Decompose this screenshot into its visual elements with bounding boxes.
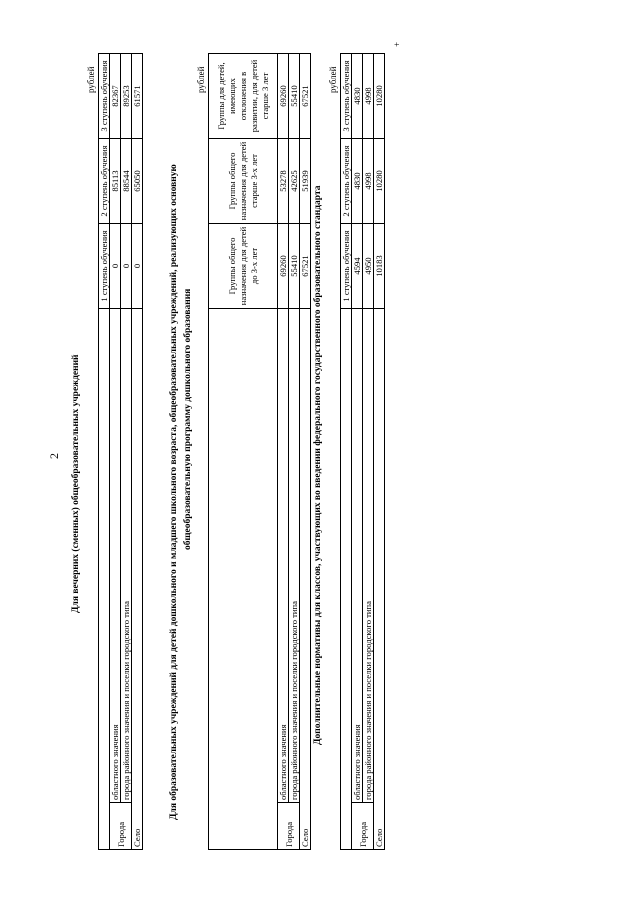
table-row (289, 54, 300, 850)
table-row (300, 54, 311, 850)
table-cell: 89253 (121, 54, 132, 139)
table-cell: 4950 (363, 224, 374, 309)
page-number: 2 (47, 453, 61, 459)
row-label: Село (300, 309, 311, 850)
column-header: Группы общего назначения для детей до 3-х лет (209, 224, 278, 309)
table-cell: 69260 (278, 54, 289, 139)
row-label: Село (374, 309, 385, 850)
table-row (363, 54, 374, 850)
table-header-row (209, 54, 278, 850)
column-header: 2 ступень обучения (341, 139, 352, 224)
column-header: Группы общего назначения для детей старше 3-х лет (209, 139, 278, 224)
row-label: города районного значения и поселки городского типа (289, 309, 300, 803)
column-header: 1 ступень обучения (99, 224, 110, 309)
table-header-row (341, 54, 352, 850)
table-cell: 4998 (363, 54, 374, 139)
header-blank (341, 309, 352, 850)
table-cell: 55410 (289, 54, 300, 139)
table-cell: 0 (132, 224, 143, 309)
table-row (132, 54, 143, 850)
section-2-title-line-1: Для образовательных учреждений для детей дошкольного и младшего школьного возраста, общеобразовательных учреждений, реализующих основную (169, 164, 179, 820)
section-3-units: рублей (328, 66, 338, 93)
column-header: 2 ступень обучения (99, 139, 110, 224)
table-cell: 10280 (374, 54, 385, 139)
table-cell: 0 (110, 224, 121, 309)
section-2-units: рублей (196, 66, 206, 93)
section-3-table (340, 53, 385, 850)
section-2-title-line-2: общеобразовательную программу дошкольного образования (183, 288, 193, 550)
section-3-title: Дополнительные нормативы для классов, участвующих во введении федерального государственного образовательного стандарта (313, 185, 323, 745)
table-cell: 4830 (352, 139, 363, 224)
row-label: города районного значения и поселки городского типа (121, 309, 132, 803)
section-1-units: рублей (86, 66, 96, 93)
table-cell: 67521 (300, 54, 311, 139)
table-cell: 51939 (300, 139, 311, 224)
table-cell: 82367 (110, 54, 121, 139)
section-1-title: Для вечерних (сменных) общеобразовательных учреждений (71, 354, 81, 613)
table-cell: 55410 (289, 224, 300, 309)
table-row (374, 54, 385, 850)
column-header: 1 ступень обучения (341, 224, 352, 309)
row-label: Село (132, 309, 143, 850)
table-cell: 85113 (110, 139, 121, 224)
row-label: города районного значения и поселки городского типа (363, 309, 374, 803)
table-cell: 10183 (374, 224, 385, 309)
table-cell: 65050 (132, 139, 143, 224)
header-blank (99, 309, 110, 850)
column-header: 3 ступень обучения (341, 54, 352, 139)
group-label: Города (352, 803, 374, 850)
table-row (121, 54, 132, 850)
table-row (352, 54, 363, 850)
column-header: Группы для детей, имеющих отклонения в развитии, для детей старше 3 лет (209, 54, 278, 139)
column-header: 3 ступень обучения (99, 54, 110, 139)
row-label: областного значения (278, 309, 289, 803)
group-label: Города (110, 803, 132, 850)
table-row (110, 54, 121, 850)
table-cell: 4830 (352, 54, 363, 139)
group-label: Города (278, 803, 300, 850)
table-cell: 88544 (121, 139, 132, 224)
table-cell: 69260 (278, 224, 289, 309)
section-2-table (208, 53, 311, 850)
table-cell: 0 (121, 224, 132, 309)
table-cell: 67521 (300, 224, 311, 309)
header-blank (209, 309, 278, 850)
table-cell: 10280 (374, 139, 385, 224)
corner-mark: + (392, 41, 402, 47)
table-cell: 61571 (132, 54, 143, 139)
row-label: областного значения (352, 309, 363, 803)
section-1-table (98, 53, 143, 850)
row-label: областного значения (110, 309, 121, 803)
table-cell: 4998 (363, 139, 374, 224)
table-cell: 42625 (289, 139, 300, 224)
table-row (278, 54, 289, 850)
table-header-row (99, 54, 110, 850)
table-cell: 53278 (278, 139, 289, 224)
table-cell: 4594 (352, 224, 363, 309)
